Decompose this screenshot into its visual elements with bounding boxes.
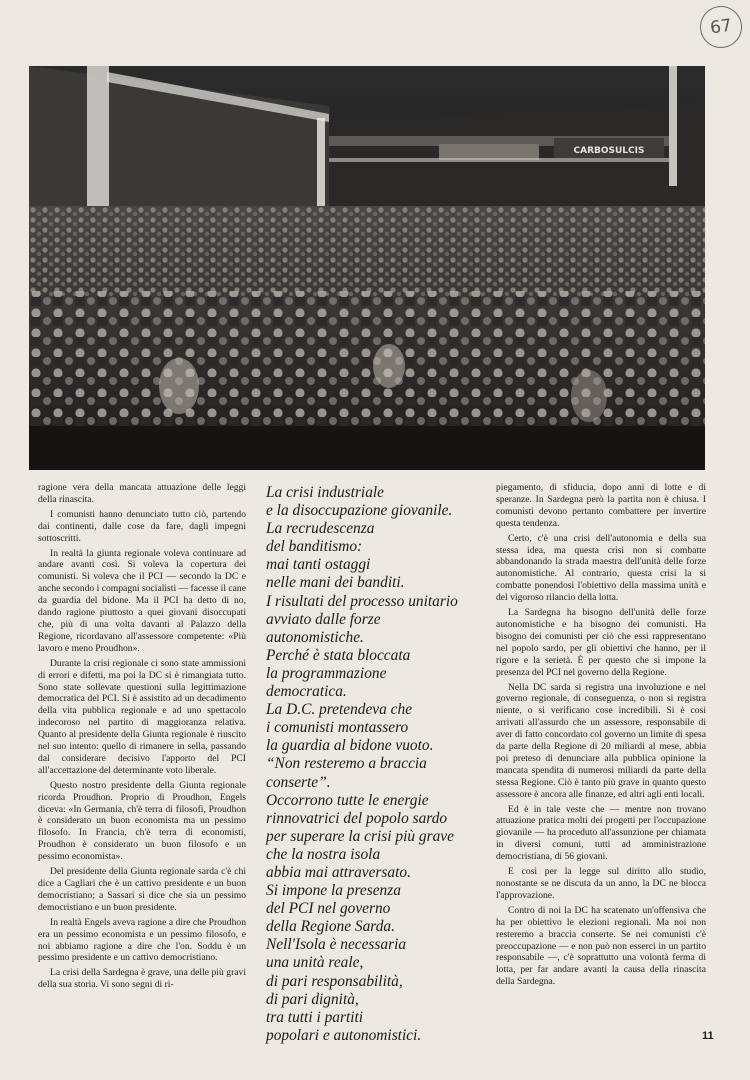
- pull-quote-line: una unità reale,: [266, 954, 364, 972]
- pull-quote-line: La D.C. pretendeva che: [266, 701, 413, 719]
- paragraph: I comunisti hanno denunciato tutto ciò, partendo dai continenti, dalle cose da fare, dagli impegni sottoscritti.: [38, 508, 246, 544]
- pull-quote-line: del PCI nel governo: [266, 900, 391, 918]
- left-text-column: [38, 482, 246, 994]
- pull-quote-line: e la disoccupazione giovanile.: [266, 502, 453, 520]
- pull-quote-line: abbia mai attraversato.: [266, 863, 411, 881]
- pull-quote-line: La recrudescenza: [266, 520, 375, 538]
- pull-quote-line: di pari dignità,: [266, 990, 359, 1008]
- pull-quote-line: per superare la crisi più grave: [266, 827, 454, 845]
- pull-quote-line: mai tanti ostaggi: [266, 556, 371, 574]
- pull-quote-line: nelle mani dei banditi.: [266, 574, 405, 592]
- pull-quote-line: autonomistiche.: [266, 628, 364, 646]
- pull-quote-line: rinnovatrici del popolo sardo: [266, 809, 448, 827]
- pull-quote-line: Perché è stata bloccata: [266, 646, 411, 664]
- paragraph: Nella DC sarda si registra una involuzione e nel governo regionale, di conseguenza, o non si registra niente, o si verificano cose incredibili. Si è così arrivati all'assurdo che un assessore, responsabile di aver di fatto concordato col governo un limite di spesa da parte della Regione di 20 miliardi al mese, abbia poi preteso di denunciare alla pubblica opinione la mancata spendita di numerosi miliardi da parte della stessa Regione. Ciò è tanto più grave in quanto questo assessore è ancora alle finanze, ed altri agli enti locali.: [496, 681, 706, 800]
- paragraph: ragione vera della mancata attuazione delle leggi della rinascita.: [38, 482, 246, 505]
- pull-quote-line: la programmazione: [266, 664, 387, 682]
- pull-quote-line: Si impone la presenza: [266, 882, 401, 900]
- pull-quote-line: la guardia al bidone vuoto.: [266, 737, 434, 755]
- pull-quote-line: di pari responsabilità,: [266, 972, 403, 990]
- pull-quote-line: avviato dalle forze: [266, 610, 381, 628]
- pull-quote-line: popolari e autonomistici.: [266, 1026, 422, 1044]
- page-number: 11: [702, 1030, 714, 1042]
- pull-quote-line: “Non resteremo a braccia: [266, 755, 427, 773]
- pull-quote-line: democratica.: [266, 683, 347, 701]
- pull-quote: [266, 484, 486, 1045]
- pull-quote-line: i comunisti montassero: [266, 719, 409, 737]
- paragraph: Questo nostro presidente della Giunta regionale ricorda Proudhon. Proprio di Proudhon, Engels diceva: «In Germania, ch'è terra di filosofi, Proudhon è considerato un buon economista ma un pessimo filosofo. In Francia, ch'è terra di economisti, Proudhon è considerato un buon filosofo e un pessimo economista».: [38, 779, 246, 863]
- paragraph: In realtà Engels aveva ragione a dire che Proudhon era un pessimo economista e un pessimo filosofo, e noi abbiamo ragione a dire che l'on. Soddu è un pessimo presidente e un cattivo democristiano.: [38, 916, 246, 964]
- paragraph: In realtà la giunta regionale voleva continuare ad andare avanti così. Si voleva la copertura dei comunisti. Si voleva che il PCI — secondo la DC e anche secondo i compagni socialisti — facesse il cane da guardia del bidone. Ma il PCI ha detto di no, dando ragione piuttosto a quei giovani disoccupati che, più di una volta davanti al Palazzo della Regione, ricordavano all'assessore competente: «Più lavoro e meno Proudhon».: [38, 547, 246, 654]
- paragraph: La Sardegna ha bisogno dell'unità delle forze autonomistiche e ha bisogno dei comunisti. Ha bisogno dei comunisti per ciò che essi rappresentano nel popolo sardo, per gli obiettivi che hanno, per il rigore e la serietà. È per questo che si impone la presenza del PCI nel governo della Regione.: [496, 607, 706, 678]
- paragraph: piegamento, di sfiducia, dopo anni di lotte e di speranze. In Sardegna però la partita non è chiusa. I comunisti devono pertanto combattere per invertire questa tendenza.: [496, 482, 706, 529]
- banner-text: CARBOSULCIS: [573, 146, 645, 156]
- pull-quote-line: tra tutti i partiti: [266, 1008, 364, 1026]
- pull-quote-line: conserte”.: [266, 773, 331, 791]
- paragraph: Del presidente della Giunta regionale sarda c'è chi dice a Cagliari che è un cattivo presidente e un buon democristiano; a Sassari si dice che sia un pessimo democristiano e un buon presidente.: [38, 866, 246, 913]
- paragraph: La crisi della Sardegna è grave, una delle più gravi della sua storia. Vi sono segni di ri-: [38, 967, 246, 991]
- pull-quote-line: che la nostra isola: [266, 845, 381, 863]
- pull-quote-line: La crisi industriale: [266, 484, 385, 501]
- paragraph: Ed è in tale veste che — mentre non trovano attuazione pratica molti dei progetti per l'occupazione giovanile — ha proceduto all'assunzione per chiamata in diversi comuni, tutti ad amministrazione democristiana, di 56 giovani.: [496, 803, 706, 863]
- pull-quote-line: Nell'Isola è necessaria: [266, 936, 407, 954]
- paragraph: Certo, c'è una crisi dell'autonomia e della sua stessa idea, ma questa crisi non si combatte abbandonando la strada maestra dell'unità delle forze autonomistiche. Al contrario, questa crisi la si combatte ponendosi l'obiettivo della massima unità e del vigoroso rilancio della lotta.: [496, 532, 706, 604]
- paragraph: Durante la crisi regionale ci sono state ammissioni di errori e difetti, ma poi la DC si è rimangiata tutto. Sono state sollevate questioni sulla legittimazione democratica del PCI. Si è assistito ad un decadimento della vita pubblica regionale e ad uno spettacolo indecoroso nel partito di maggioranza relativa. Quanto al presidente della Giunta regionale è riuscito nel suo intento: quello di rimanere in sella, passando dal considerare decisivo l'apporto del PCI all'accettazione del determinante voto liberale.: [38, 657, 246, 776]
- paragraph: Contro di noi la DC ha scatenato un'offensiva che ha per obiettivo le elezioni regionali. Ma noi non resteremo a braccia conserte. Se nei comunisti c'è preoccupazione — e non può non esserci in un partito responsabile —, c'è soprattutto una volontà ferma di lotta, per far andare avanti la causa della rinascita della Sardegna.: [496, 904, 706, 988]
- pull-quote-line: della Regione Sarda.: [266, 918, 395, 936]
- paragraph: E così per la legge sul diritto allo studio, nonostante se ne discuta da un anno, la DC ne blocca l'approvazione.: [496, 866, 706, 901]
- crowd-photo-drawing: [29, 66, 705, 470]
- handwritten-page-number: 67: [697, 3, 744, 50]
- pull-quote-line: del banditismo:: [266, 538, 363, 556]
- pull-quote-line: I risultati del processo unitario: [266, 592, 458, 610]
- crowd-photo: [29, 66, 705, 470]
- pull-quote-line: Occorrono tutte le energie: [266, 791, 429, 809]
- right-text-column: [496, 482, 706, 991]
